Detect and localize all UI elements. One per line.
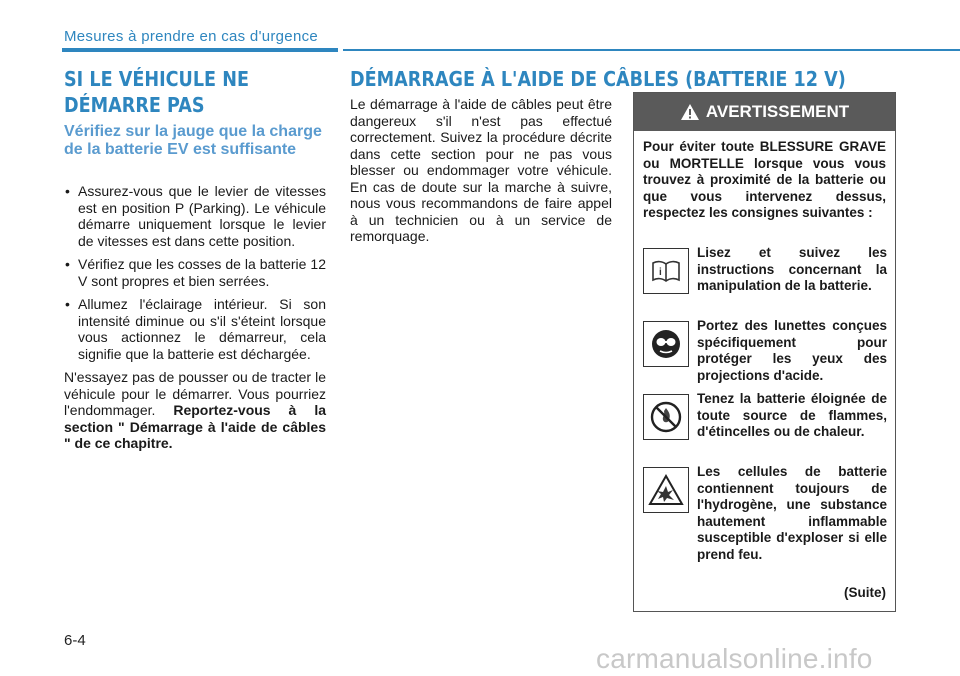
warning-box [633, 92, 896, 612]
warning-header [634, 93, 895, 131]
warning-item-text: Tenez la batterie éloignée de toute source de flammes, d'étincelles ou de chaleur. [697, 391, 887, 439]
push-tow-paragraph [64, 369, 326, 452]
push-tow-text: N'essayez pas de pousser ou de tracter le véhicule pour le démarrer. Vous pourriez l'endommager. [64, 369, 326, 418]
checklist [64, 183, 326, 362]
jump-start-intro: Le démarrage à l'aide de câbles peut être dangereux s'il n'est pas effectué correctement. Suivez la procédure décrite dans cette section pour ne pas vous blesser ou endommager votre véhicule. En cas de doute sur la marche à suivre, nous vous recommandons de faire appel à un technicien ou à un service de remorquage. [350, 96, 612, 244]
list-item: • Vérifiez que les cosses de la batterie 12 V sont propres et bien serrées. [64, 256, 326, 289]
warning-item-text: Lisez et suivez les instructions concernant la manipulation de la batterie. [697, 245, 887, 293]
continued-label: (Suite) [844, 585, 886, 600]
cross-reference: Reportez-vous à la section " Démarrage à l'aide de câbles " de ce chapitre. [64, 402, 326, 451]
safety-goggles-icon [643, 321, 689, 367]
heading-line-1: SI LE VÉHICULE NE [64, 67, 249, 91]
heading-vehicle-wont-start [64, 66, 249, 118]
subheading-check-charge: Vérifiez sur la jauge que la charge de la batterie EV est suffisante [64, 123, 322, 158]
explosion-hazard-icon [643, 467, 689, 513]
svg-text:i: i [659, 267, 662, 278]
list-item: • Assurez-vous que le levier de vitesses est en position P (Parking). Le véhicule démarre uniquement lorsque le levier de vitesses est dans cette position. [64, 183, 326, 249]
warning-title: AVERTISSEMENT [705, 102, 850, 121]
header-rule-line [343, 49, 960, 51]
heading-line-2: DÉMARRE PAS [64, 93, 205, 117]
watermark: carmanualsonline.info [596, 643, 873, 674]
warning-item-text: Les cellules de batterie contiennent toujours de l'hydrogène, une substance hautement inflammable susceptible d'exploser si elle prend feu. [697, 464, 887, 562]
heading-jump-start: DÉMARRAGE À L'AIDE DE CÂBLES (BATTERIE 12 V) [350, 67, 846, 91]
warning-intro: Pour éviter toute BLESSURE GRAVE ou MORTELLE lorsque vous vous trouvez à proximité de la batterie ou que vous intervenez dessus, respectez les consignes suivantes : [643, 139, 886, 220]
list-item: • Allumez l'éclairage intérieur. Si son intensité diminue ou s'il s'éteint lorsque vous actionnez le démarreur, cela signifie que la batterie est déchargée. [64, 296, 326, 362]
no-flame-icon [643, 394, 689, 440]
header-rule-accent [62, 48, 338, 52]
left-column-body [64, 183, 326, 452]
warning-item-text: Portez des lunettes conçues spécifiquement pour protéger les yeux des projections d'acide. [697, 318, 887, 383]
manual-book-icon [643, 248, 689, 294]
section-header: Mesures à prendre en cas d'urgence [64, 28, 319, 45]
page-number: 6-4 [64, 632, 86, 649]
warning-triangle-icon [680, 103, 700, 121]
